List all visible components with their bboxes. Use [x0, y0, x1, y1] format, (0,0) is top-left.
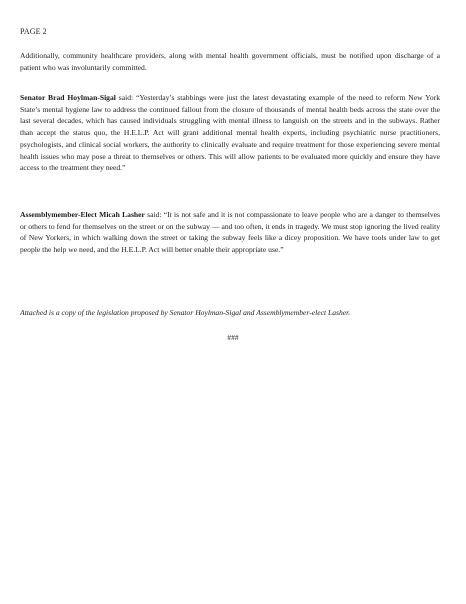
quote-text: said: “Yesterday’s stabbings were just the latest devastating example of the need to reform New York State’s mental hygiene law to address the continued fallout from the closure of thousands of mental health beds across the state over the last several decades, which has caused individuals struggling with mental illness to languish on the streets and in the subways. Rather than accept the status quo, the H.E.L.P. Act will grant additional mental health experts, including psychiatric nurse practitioners, psychologists, and clinical social workers, the authority to clinically evaluate and require treatment for those experiencing severe mental health issues who may pose a threat to themselves or others. This will allow patients to be evaluated more quickly and ensure they have access to the treatment they need.” [20, 93, 440, 173]
page-number-label: PAGE 2 [20, 27, 47, 36]
quote-text: said: “It is not safe and it is not compassionate to leave people who are a danger to themselves or others to fend for themselves on the street or on the subway — and too often, it ends in tragedy. We must stop ignoring the lived reality of New Yorkers, in which walking down the street or taking the subway feels like a dicey proposition. We have tools under law to get people the help we need, and the H.E.L.P. Act will better enable their appropriate use.” [20, 210, 440, 255]
attached-legislation-note: Attached is a copy of the legislation proposed by Senator Hoylman-Sigal and Assemblymember-elect Lasher. [20, 308, 351, 317]
paragraph-lasher-quote [20, 209, 440, 256]
end-of-release-mark: ### [227, 333, 239, 342]
speaker-name: Senator Brad Hoylman-Sigal [20, 93, 116, 102]
paragraph-notification [20, 50, 440, 73]
speaker-name: Assemblymember-Elect Micah Lasher [20, 210, 145, 219]
paragraph-text: Additionally, community healthcare providers, along with mental health government officials, must be notified upon discharge of a patient who was involuntarily committed. [20, 51, 440, 72]
paragraph-hoylman-sigal-quote [20, 92, 440, 174]
